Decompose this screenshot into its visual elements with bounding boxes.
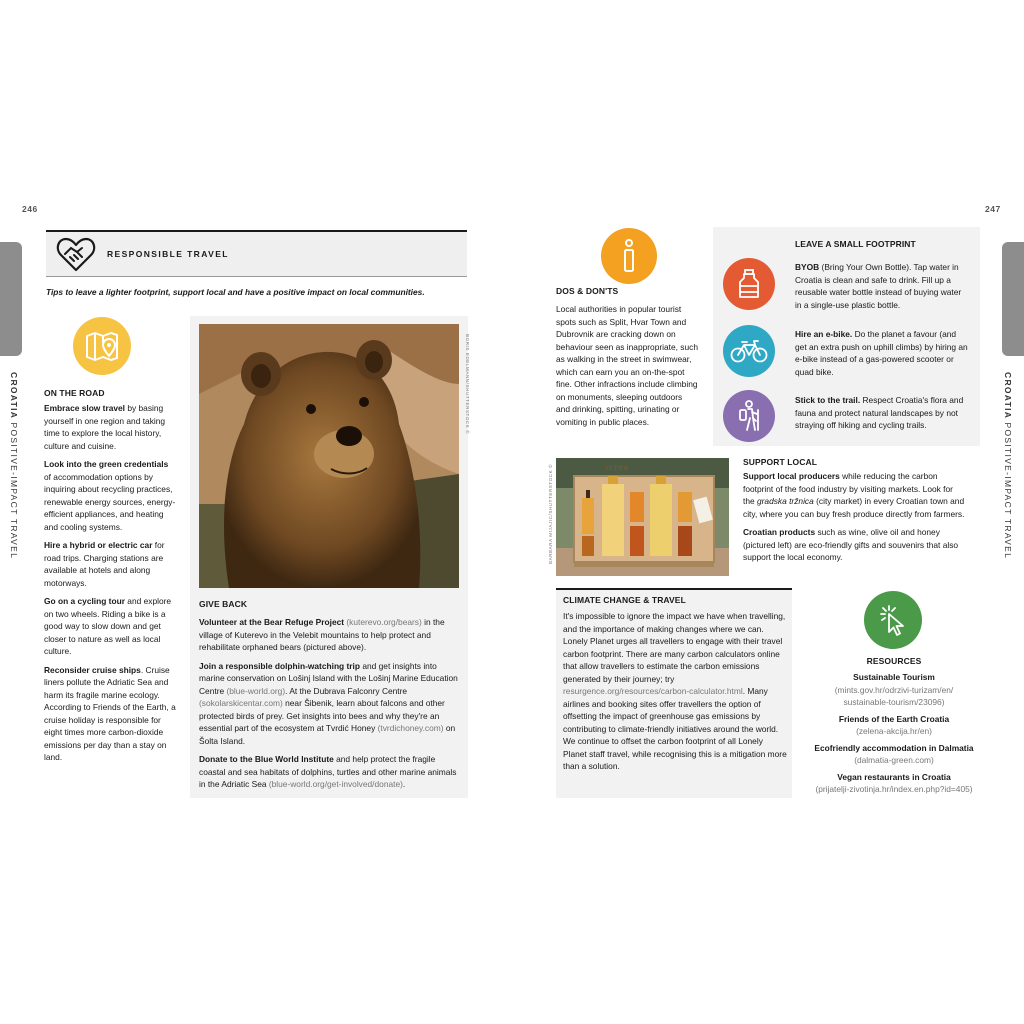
products-illustration bbox=[556, 458, 729, 576]
running-head-country: CROATIA bbox=[1003, 372, 1013, 419]
link-dalmatia-green[interactable]: (dalmatia-green.com) bbox=[854, 755, 934, 765]
link-kuterevo[interactable]: (kuterevo.org/bears) bbox=[344, 617, 422, 627]
link-tvrdic-honey[interactable]: (tvrdichoney.com) bbox=[377, 723, 444, 733]
list-item: Look into the green credentials of accommodation options by inquiring about recycling practices, renewable energy sources, energy-efficient appliances, and heating and cooling systems. bbox=[44, 459, 176, 532]
resources-heading: RESOURCES bbox=[866, 656, 922, 666]
list-item: Donate to the Blue World Institute and help protect the fragile coastal and sea habitats of dolphins, turtles and other marine animals in the Adriatic Sea (blue-world.org/get-involved/donate). bbox=[199, 754, 457, 789]
page-number-right: 247 bbox=[985, 204, 1001, 214]
on-the-road-icon-circle bbox=[73, 317, 131, 375]
support-local-p1: Support local producers while reducing the carbon footprint of the food industry by visiting markets. Look for the gradska tržnica (city market) in every Croatian town and city, where you can buy fresh produce directly from farmers. bbox=[743, 471, 965, 519]
give-back-heading: GIVE BACK bbox=[199, 599, 248, 609]
running-head-section: POSITIVE-IMPACT TRAVEL bbox=[1003, 422, 1013, 560]
header-subtitle: Tips to leave a lighter footprint, support local and have a positive impact on local communities. bbox=[46, 287, 425, 297]
link-zelena-akcija[interactable]: (zelena-akcija.hr/en) bbox=[856, 726, 932, 736]
istra-label: ISTRA bbox=[606, 466, 629, 472]
running-head-country: CROATIA bbox=[9, 372, 19, 419]
resources-icon-circle bbox=[864, 591, 922, 649]
cursor-click-icon bbox=[878, 604, 908, 636]
bicycle-icon bbox=[730, 339, 768, 363]
climate-heading: CLIMATE CHANGE & TRAVEL bbox=[563, 595, 686, 605]
thumb-tab-right bbox=[1002, 242, 1024, 356]
list-item: Go on a cycling tour and explore on two wheels. Riding a bike is a good way to slow down and get closer to nature as well as local culture. bbox=[44, 596, 172, 656]
byob-icon-circle bbox=[723, 258, 775, 310]
support-local-p2: Croatian products such as wine, olive oil and honey (pictured left) are eco-friendly gifts and souvenirs that also support the local economy. bbox=[743, 527, 959, 562]
byob-text: BYOB (Bring Your Own Bottle). Tap water in Croatia is clean and safe to drink. Fill up a reusable water bottle instead of buying water in a single-use plastic bottle. bbox=[795, 262, 962, 310]
running-head-section: POSITIVE-IMPACT TRAVEL bbox=[9, 422, 19, 560]
handshake-heart-icon bbox=[56, 235, 96, 273]
link-prijatelji-zivotinja[interactable]: (prijatelji-zivotinja.hr/index.en.php?id=405) bbox=[815, 784, 973, 794]
link-carbon-calculator[interactable]: resurgence.org/resources/carbon-calculator.html bbox=[563, 686, 743, 696]
on-the-road-list bbox=[44, 402, 177, 770]
dos-donts-text: Local authorities in popular tourist spots such as Split, Hvar Town and Dubrovnik are cracking down on behaviour seen as inappropriate, such as walking in the street in swimwear, which can earn you an on-the-spot fine. Other infractions include climbing on monuments, sleeping outdoors and drinking, spitting, urinating or vomiting in public places. bbox=[556, 304, 699, 427]
list-item: Vegan restaurants in Croatia (prijatelji-zivotinja.hr/index.en.php?id=405) bbox=[815, 771, 973, 794]
running-head-left bbox=[9, 372, 19, 559]
e-bike-text: Hire an e-bike. Do the planet a favour (and get an extra push on uphill climbs) by hiring an e-bike instead of a gas-powered scooter or quad bike. bbox=[795, 329, 968, 377]
resources-list bbox=[800, 671, 988, 800]
link-blue-world[interactable]: (blue-world.org) bbox=[226, 685, 286, 696]
climate-text: It's impossible to ignore the impact we have when travelling, and the importance of making changes where we can. Lonely Planet urges all travellers to engage with their travel carbon footprint. There are many carbon calculators online that allow travellers to estimate the carbon emissions generated by their journey; try resurgence.org/resources/carbon-calculator.html. Many airlines and booking sites offer travellers the option of offsetting the impact of greenhouse gas emissions by contributing to climate-friendly initiatives around the world. We continue to offset the carbon footprint of all Lonely Planet staff travel, while recognising this is a mitigation more than a solution. bbox=[563, 611, 787, 771]
on-the-road-heading: ON THE ROAD bbox=[44, 388, 105, 398]
list-item: Hire a hybrid or electric car for road trips. Charging stations are available at hotels and along motorways. bbox=[44, 540, 165, 588]
list-item: Ecofriendly accommodation in Dalmatia (dalmatia-green.com) bbox=[814, 742, 974, 765]
dos-donts-icon-circle bbox=[601, 228, 657, 284]
trail-icon-circle bbox=[723, 390, 775, 442]
list-item: Reconsider cruise ships. Cruise liners pollute the Adriatic Sea and harm its fragile marine ecology. According to Friends of the Earth, a cruise holiday is responsible for eight times more carbon-dioxide emissions per day than a stay on land. bbox=[44, 664, 176, 762]
link-donate[interactable]: (blue-world.org/get-involved/donate) bbox=[268, 779, 403, 789]
responsible-travel-header bbox=[46, 230, 467, 277]
page-number-left: 246 bbox=[22, 204, 38, 214]
link-sustainable-tourism[interactable]: (mints.gov.hr/odrzivi-turizam/en/ sustainable-tourism/23096) bbox=[834, 684, 954, 707]
hiker-icon bbox=[736, 400, 762, 432]
list-item: Volunteer at the Bear Refuge Project (kuterevo.org/bears) in the village of Kuterevo in the Velebit mountains to help protect and rehabilitate orphaned bears (pictured above). bbox=[199, 617, 445, 652]
e-bike-icon-circle bbox=[723, 325, 775, 377]
list-item: Sustainable Tourism (mints.gov.hr/odrzivi-turizam/en/ sustainable-tourism/23096) bbox=[800, 671, 988, 709]
croatian-products-photo bbox=[556, 458, 729, 576]
dos-donts-heading: DOS & DON'TS bbox=[556, 286, 619, 296]
header-title: RESPONSIBLE TRAVEL bbox=[107, 249, 229, 259]
running-head-right bbox=[1003, 372, 1013, 559]
list-item: Join a responsible dolphin-watching trip and get insights into marine conservation on Lošinj Island with the Lošinj Marine Education Centre (blue-world.org). At the Dubrava Falconry Centre (sokolarskicentar.com) near Šibenik, learn about falcons and other protected birds of prey. Get insights into bees and why they're an essential part of the ecosystem at Tvrdić Honey (tvrdichoney.com) on Šolta Island. bbox=[199, 660, 458, 746]
link-sokolarski[interactable]: (sokolarskicentar.com) bbox=[199, 698, 283, 708]
bear-photo bbox=[199, 324, 459, 588]
map-pin-icon bbox=[85, 331, 119, 361]
water-bottle-icon bbox=[736, 269, 762, 299]
give-back-list bbox=[199, 616, 461, 797]
trail-text: Stick to the trail. Respect Croatia's flora and fauna and protect natural landscapes by not straying off hiking and cycling trails. bbox=[795, 395, 964, 430]
support-local-text bbox=[743, 470, 965, 570]
support-local-heading: SUPPORT LOCAL bbox=[743, 457, 818, 467]
small-footprint-heading: LEAVE A SMALL FOOTPRINT bbox=[795, 239, 916, 249]
list-item: Friends of the Earth Croatia (zelena-akcija.hr/en) bbox=[838, 713, 950, 736]
thumb-tab-left bbox=[0, 242, 22, 356]
photo-credit-products: BARBARA MIJAJIC/SHUTTERSTOCK © bbox=[548, 464, 553, 564]
bear-illustration bbox=[199, 324, 459, 588]
photo-credit-bear: BORIS EDELMANN/SHUTTERSTOCK © bbox=[465, 334, 470, 435]
list-item: Embrace slow travel by basing yourself in one region and taking time to explore the local history, culture and cuisine. bbox=[44, 403, 166, 451]
info-icon bbox=[619, 239, 639, 273]
